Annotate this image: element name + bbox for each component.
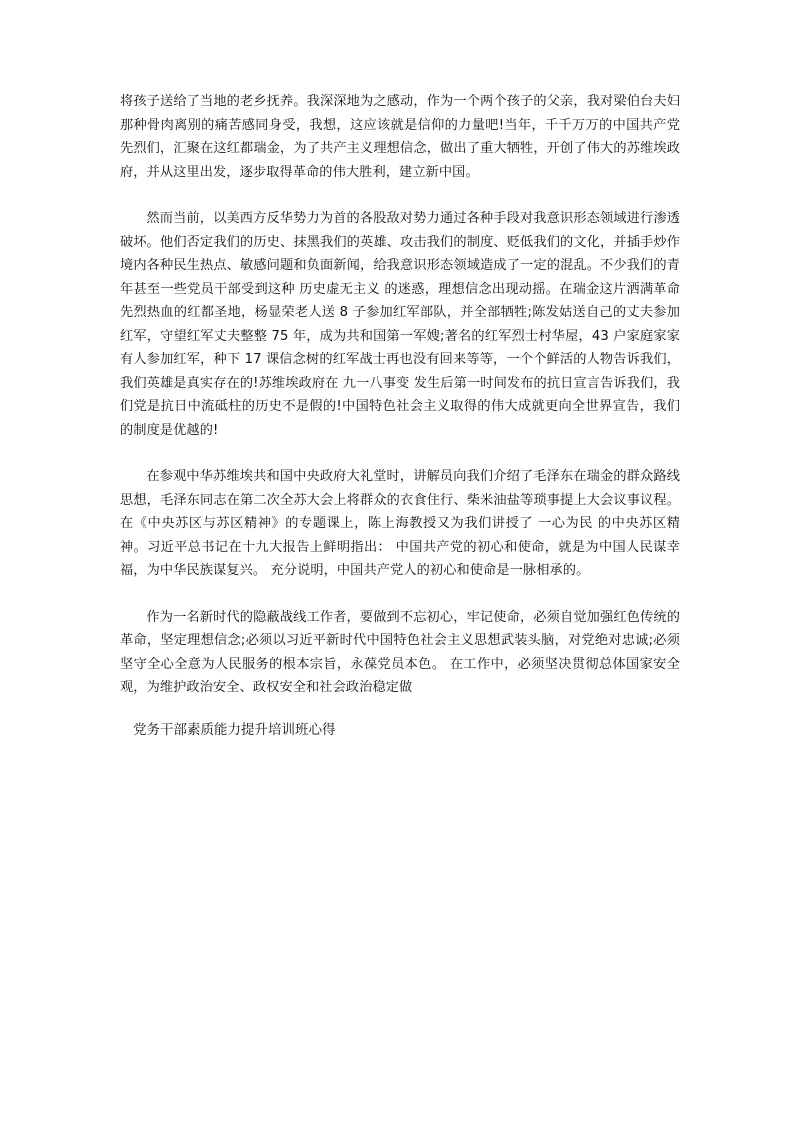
paragraph-1: 将孩子送给了当地的老乡抚养。我深深地为之感动，作为一个两个孩子的父亲，我对梁伯台夫妇那种骨肉离别的痛苦感同身受，我想，这应该就是信仰的力量吧!当年，千千万万的中国共产党先烈们，汇聚在这红都瑞金，为了共产主义理想信念，做出了重大牺牲，开创了伟大的苏维埃政府，并从这里出发，逐步取得革命的伟大胜利，建立新中国。	[120, 94, 680, 180]
paragraph-2: 然而当前，以美西方反华势力为首的各股敌对势力通过各种手段对我意识形态领域进行渗透破坏。他们否定我们的历史、抹黑我们的英雄、攻击我们的制度、贬低我们的文化，并插手炒作境内各种民生热点、敏感问题和负面新闻，给我意识形态领域造成了一定的混乱。不少我们的青年甚至一些党员干部受到这种 历史虚无主义 的迷惑，理想信念出现动摇。在瑞金这片洒满革命先烈热血的红都圣地，杨显荣老人送 8 子参加红军部队，并全部牺牲;陈发姑送自己的丈夫参加红军，守望红军丈夫整整 75 年，成为共和国第一军嫂;著名的红军烈士村华屋，43 户家庭家家有人参加红军，种下 17 课信念树的红军战士再也没有回来等等，一个个鲜活的人物告诉我们，我们英雄是真实存在的!苏维埃政府在 九一八事变 发生后第一时间发布的抗日宣言告诉我们，我们党是抗日中流砥柱的历史不是假的!中国特色社会主义取得的伟大成就更向全世界宣告，我们的制度是优越的!	[120, 211, 680, 438]
paragraph-4: 作为一名新时代的隐蔽战线工作者，要做到不忘初心，牢记使命，必须自觉加强红色传统的革命，坚定理想信念;必须以习近平新时代中国特色社会主义思想武装头脑，对党绝对忠诚;必须坚守全心全意为人民服务的根本宗旨，永葆党员本色。 在工作中，必须坚决贯彻总体国家安全观，为维护政治安全、政权安全和社会政治稳定做	[120, 609, 680, 695]
document-title: 党务干部素质能力提升培训班心得	[133, 722, 336, 738]
document-body	[120, 90, 680, 723]
paragraph-3: 在参观中华苏维埃共和国中央政府大礼堂时，讲解员向我们介绍了毛泽东在瑞金的群众路线思想，毛泽东同志在第二次全苏大会上将群众的衣食住行、柴米油盐等琐事提上大会议事议程。在《中央苏区与苏区精神》的专题课上，陈上海教授又为我们讲授了 一心为民 的中央苏区精神。习近平总书记在十九大报告上鲜明指出： 中国共产党的初心和使命，就是为中国人民谋幸福，为中华民族谋复兴。 充分说明，中国共产党人的初心和使命是一脉相承的。	[120, 469, 680, 578]
